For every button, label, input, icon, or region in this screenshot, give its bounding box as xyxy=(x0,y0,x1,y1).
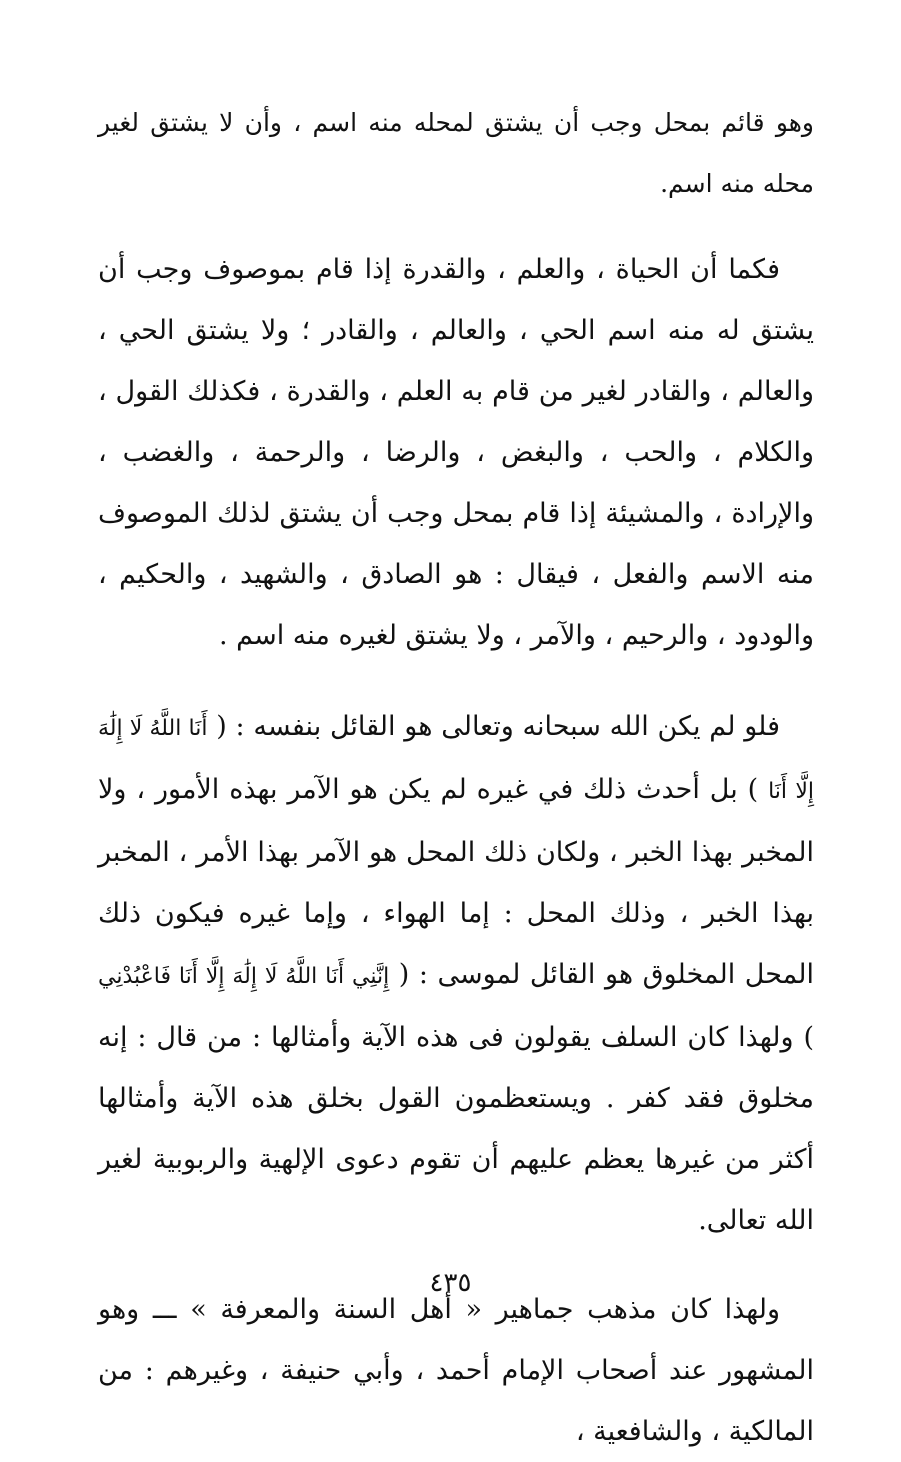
paragraph-1: وهو قائم بمحل وجب أن يشتق لمحله منه اسم ، وأن لا يشتق لغير محله منه اسم. xyxy=(98,108,814,198)
paragraph-3 xyxy=(98,696,814,1251)
paragraph-2: فكما أن الحياة ، والعلم ، والقدرة إذا قام بموصوف وجب أن يشتق له منه اسم الحي ، والعالم ، والقادر ؛ ولا يشتق الحي ، والعالم ، والقادر لغير من قام به العلم ، والقدرة ، فكذلك القول ، والكلام ، والحب ، والبغض ، والرضا ، والرحمة ، والغضب ، والإرادة ، والمشيئة إذا قام بمحل وجب أن يشتق لذلك الموصوف منه الاسم والفعل ، فيقال : هو الصادق ، والشهيد ، والحكيم ، والودود ، والرحيم ، والآمر ، ولا يشتق لغيره منه اسم . xyxy=(98,254,814,651)
paragraph-3-middle: ) بل أحدث ذلك في غيره لم يكن هو الآمر بهذه الأمور ، ولا المخبر بهذا الخبر ، ولكان ذلك المحل هو الآمر بهذا الأمر ، المخبر بهذا الخبر ، وذلك المحل : إما الهواء ، وإما غيره فيكون ذلك المحل المخلوق هو القائل لموسى : ( xyxy=(98,774,814,990)
quran-verse-1: أَنَا اللَّهُ لَا إِلَٰهَ إِلَّا أَنَا xyxy=(98,716,814,804)
paragraph-4: ولهذا كان مذهب جماهير « أهل السنة والمعرفة » ـــ وهو المشهور عند أصحاب الإمام أحمد ، وأبي حنيفة ، وغيرهم : من المالكية ، والشافعية ، xyxy=(98,1294,814,1447)
quran-verse-2: إِنَّنِي أَنَا اللَّهُ لَا إِلَٰهَ إِلَّا أَنَا فَاعْبُدْنِي xyxy=(98,964,390,989)
paragraph-3-ending: ) ولهذا كان السلف يقولون فى هذه الآية وأمثالها : من قال : إنه مخلوق فقد كفر . ويستعظمون القول بخلق هذه الآية وأمثالها أكثر من غيرها يعظم عليهم أن تقوم دعوى الإلهية والربوبية لغير الله تعالى. xyxy=(98,1022,814,1236)
page-number: ٤٣٥ xyxy=(429,1268,472,1298)
paragraph-3-intro: فلو لم يكن الله سبحانه وتعالى هو القائل بنفسه : ( xyxy=(216,711,780,742)
page-body xyxy=(98,92,814,1462)
